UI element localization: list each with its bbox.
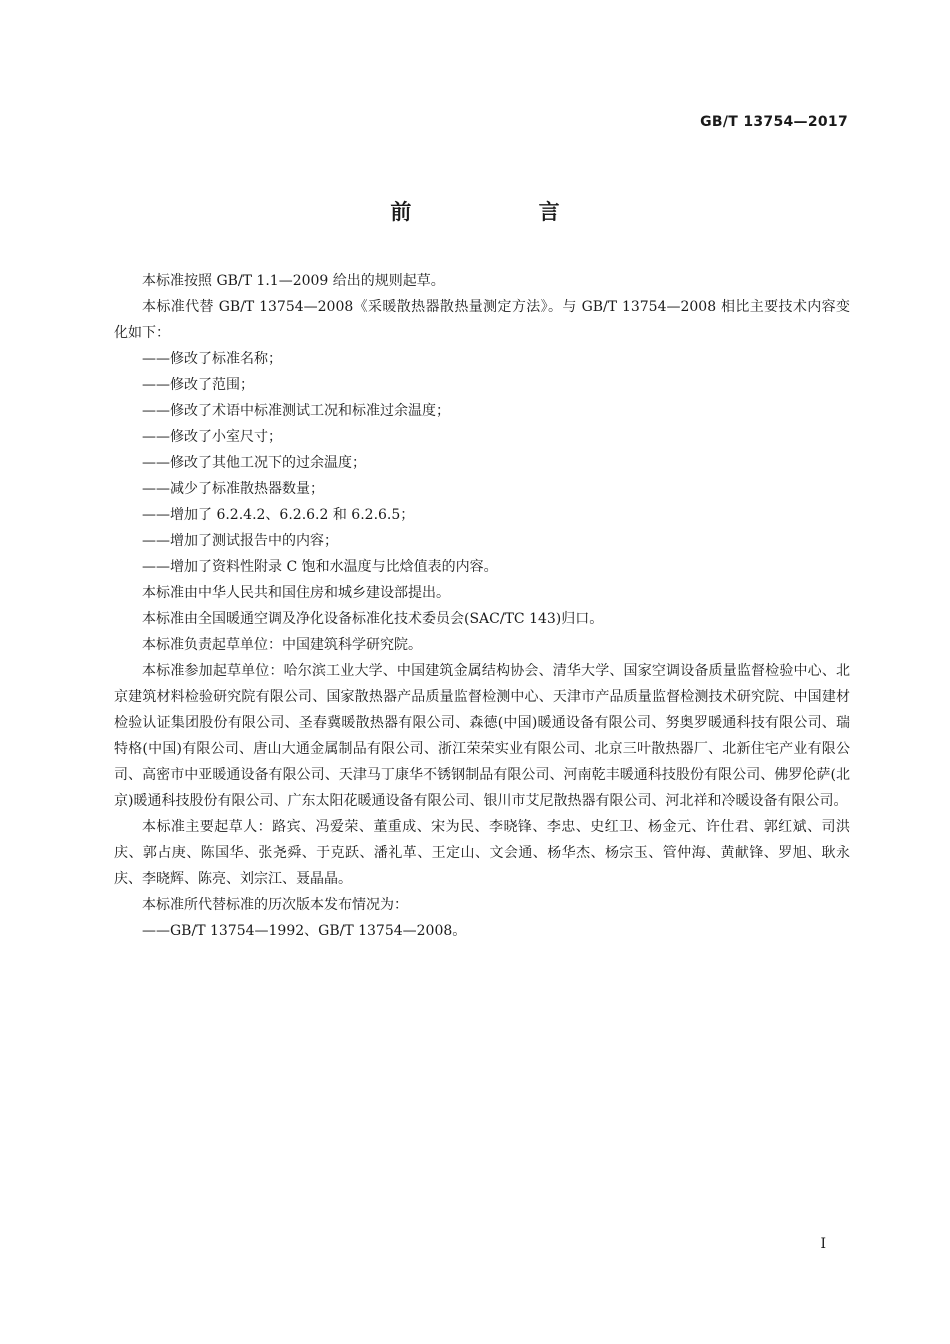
list-item: ——修改了小室尺寸； — [142, 429, 282, 445]
list-item: ——修改了术语中标准测试工况和标准过余温度； — [142, 403, 450, 419]
page-title: 前 言 — [390, 200, 620, 224]
document-body — [114, 268, 850, 944]
paragraph-history-intro: 本标准所代替标准的历次版本发布情况为： — [142, 897, 408, 913]
list-item: ——修改了其他工况下的过余温度； — [142, 455, 366, 471]
list-item: ——增加了资料性附录 C 饱和水温度与比焓值表的内容。 — [142, 559, 498, 575]
paragraph-replacement: 本标准代替 GB/T 13754—2008《采暖散热器散热量测定方法》。与 GB/T 13754—2008 相比主要技术内容变化如下： — [114, 299, 850, 341]
paragraph-history-versions: ——GB/T 13754—1992、GB/T 13754—2008。 — [142, 923, 467, 939]
page-number: I — [820, 1236, 826, 1252]
paragraph-participating-units: 本标准参加起草单位：哈尔滨工业大学、中国建筑金属结构协会、清华大学、国家空调设备质量监督检验中心、北京建筑材料检验研究院有限公司、国家散热器产品质量监督检测中心、天津市产品质量监督检测技术研究院、中国建材检验认证集团股份有限公司、圣春冀暖散热器有限公司、森德(中国)暖通设备有限公司、努奥罗暖通科技有限公司、瑞特格(中国)有限公司、唐山大通金属制品有限公司、浙江荣荣实业有限公司、北京三叶散热器厂、北新住宅产业有限公司、高密市中亚暖通设备有限公司、天津马丁康华不锈钢制品有限公司、河南乾丰暖通科技股份有限公司、佛罗伦萨(北京)暖通科技股份有限公司、广东太阳花暖通设备有限公司、银川市艾尼散热器有限公司、河北祥和冷暖设备有限公司。 — [114, 663, 850, 809]
standard-code: GB/T 13754—2017 — [700, 114, 848, 130]
list-item: ——修改了标准名称； — [142, 351, 282, 367]
paragraph-drafting-rules: 本标准按照 GB/T 1.1—2009 给出的规则起草。 — [142, 273, 445, 289]
list-item: ——增加了测试报告中的内容； — [142, 533, 338, 549]
list-item: ——修改了范围； — [142, 377, 254, 393]
list-item: ——减少了标准散热器数量； — [142, 481, 324, 497]
list-item: ——增加了 6.2.4.2、6.2.6.2 和 6.2.6.5； — [142, 507, 415, 523]
paragraph-lead-drafter: 本标准负责起草单位：中国建筑科学研究院。 — [142, 637, 422, 653]
paragraph-drafters: 本标准主要起草人：路宾、冯爱荣、董重成、宋为民、李晓锋、李忠、史红卫、杨金元、许仕君、郭红斌、司洪庆、郭占庚、陈国华、张尧舜、于克跃、潘礼革、王定山、文会通、杨华杰、杨宗玉、管仲海、黄献锋、罗旭、耿永庆、李晓辉、陈亮、刘宗江、聂晶晶。 — [114, 819, 850, 887]
paragraph-committee: 本标准由全国暖通空调及净化设备标准化技术委员会(SAC/TC 143)归口。 — [142, 611, 604, 627]
paragraph-proposer: 本标准由中华人民共和国住房和城乡建设部提出。 — [142, 585, 450, 601]
